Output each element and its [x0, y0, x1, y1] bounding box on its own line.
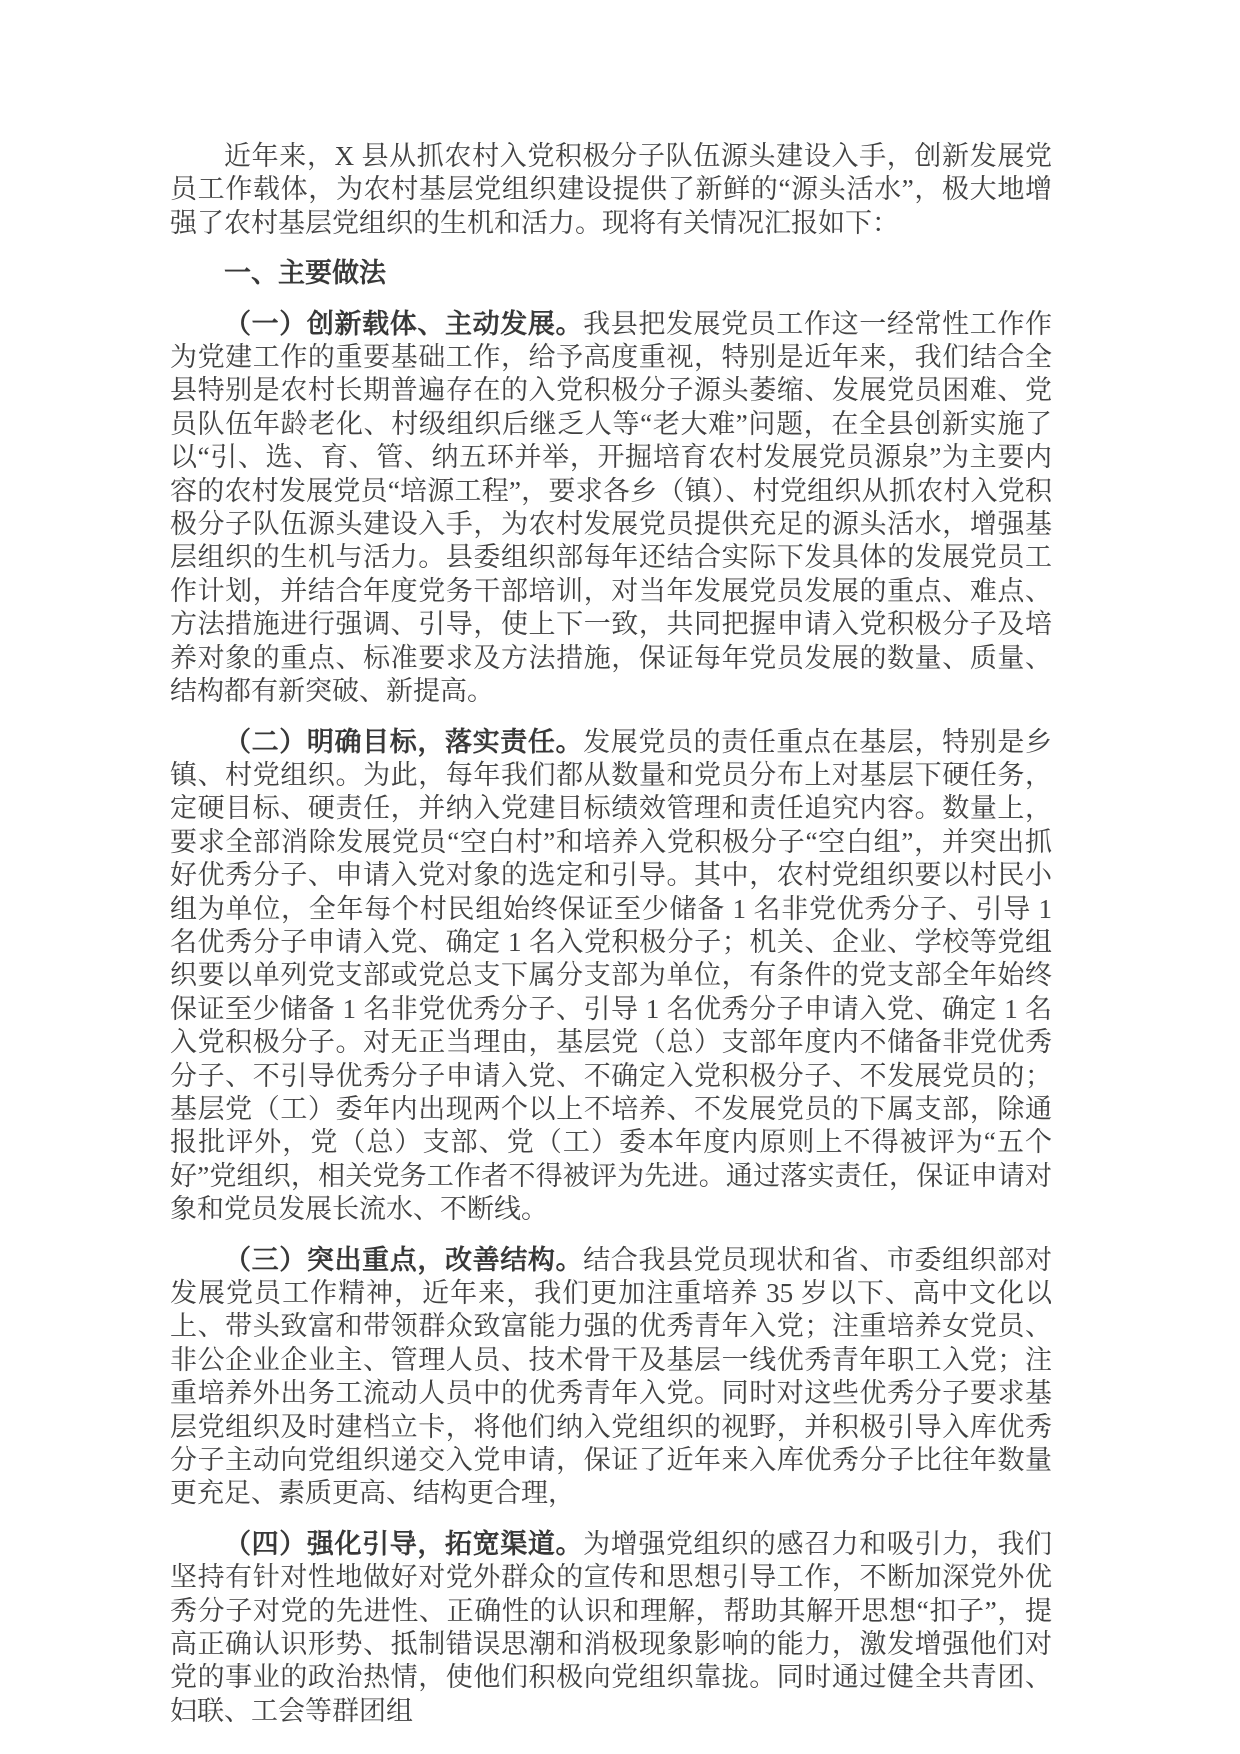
paragraph-3-body: 结合我县党员现状和省、市委组织部对发展党员工作精神，近年来，我们更加注重培养 35 岁以下、高中文化以上、带头致富和带领群众致富能力强的优秀青年入党；注重培养女党员、非公企业企业主、管理人员、技术骨干及基层一线优秀青年职工入党；注重培养外出务工流动人员中的优秀青年入党。同时对这些优秀分子要求基层党组织及时建档立卡，将他们纳入党组织的视野，并积极引导入库优秀分子主动向党组织递交入党申请，保证了近年来入库优秀分子比往年数量更充足、素质更高、结构更合理，: [170, 1244, 1053, 1509]
paragraph-2-lead: （二）明确目标，落实责任。: [224, 726, 584, 757]
section-heading: 一、主要做法: [224, 258, 386, 289]
paragraph-4-lead: （四）强化引导，拓宽渠道。: [224, 1528, 584, 1559]
intro-paragraph: [170, 140, 1052, 240]
paragraph-2-body: 发展党员的责任重点在基层，特别是乡镇、村党组织。为此，每年我们都从数量和党员分布上对基层下硬任务，定硬目标、硬责任，并纳入党建目标绩效管理和责任追究内容。数量上，要求全部消除发展党员“空白村”和培养入党积极分子“空白组”，并突出抓好优秀分子、申请入党对象的选定和引导。其中，农村党组织要以村民小组为单位，全年每个村民组始终保证至少储备 1 名非党优秀分子、引导 1 名优秀分子申请入党、确定 1 名入党积极分子；机关、企业、学校等党组织要以单列党支部或党总支下属分支部为单位，有条件的党支部全年始终保证至少储备 1 名非党优秀分子、引导 1 名优秀分子申请入党、确定 1 名入党积极分子。对无正当理由，基层党（总）支部年度内不储备非党优秀分子、不引导优秀分子申请入党、不确定入党积极分子、不发展党员的；基层党（工）委年内出现两个以上不培养、不发展党员的下属支部，除通报批评外，党（总）支部、党（工）委本年度内原则上不得被评为“五个好”党组织，相关党务工作者不得被评为先进。通过落实责任，保证申请对象和党员发展长流水、不断线。: [170, 726, 1053, 1225]
intro-text: 近年来，X 县从抓农村入党积极分子队伍源头建设入手，创新发展党员工作载体，为农村基层党组织建设提供了新鲜的“源头活水”，极大地增强了农村基层党组织的生机和活力。现将有关情况汇报如下：: [170, 141, 1052, 238]
paragraph-1: [170, 308, 1052, 709]
paragraph-1-body: 我县把发展党员工作这一经常性工作作为党建工作的重要基础工作，给予高度重视，特别是近年来，我们结合全县特别是农村长期普遍存在的入党积极分子源头萎缩、发展党员困难、党员队伍年龄老化、村级组织后继乏人等“老大难”问题，在全县创新实施了以“引、选、育、管、纳五环并举，开掘培育农村发展党员源泉”为主要内容的农村发展党员“培源工程”，要求各乡（镇）、村党组织从抓农村入党积极分子队伍源头建设入手，为农村发展党员提供充足的源头活水，增强基层组织的生机与活力。县委组织部每年还结合实际下发具体的发展党员工作计划，并结合年度党务干部培训，对当年发展党员发展的重点、难点、方法措施进行强调、引导，使上下一致，共同把握申请入党积极分子及培养对象的重点、标准要求及方法措施，保证每年党员发展的数量、质量、结构都有新突破、新提高。: [170, 308, 1053, 707]
paragraph-3-lead: （三）突出重点，改善结构。: [224, 1244, 584, 1275]
paragraph-2: [170, 726, 1052, 1227]
paragraph-1-lead: （一）创新载体、主动发展。: [224, 308, 584, 339]
paragraph-4-body: 为增强党组织的感召力和吸引力，我们坚持有针对性地做好对党外群众的宣传和思想引导工作，不断加深党外优秀分子对党的先进性、正确性的认识和理解，帮助其解开思想“扣子”，提高正确认识形势、抵制错误思潮和消极现象影响的能力，激发增强他们对党的事业的政治热情，使他们积极向党组织靠拢。同时通过健全共青团、妇联、工会等群团组: [170, 1528, 1053, 1726]
paragraph-4: [170, 1528, 1052, 1728]
paragraph-3: [170, 1244, 1052, 1511]
